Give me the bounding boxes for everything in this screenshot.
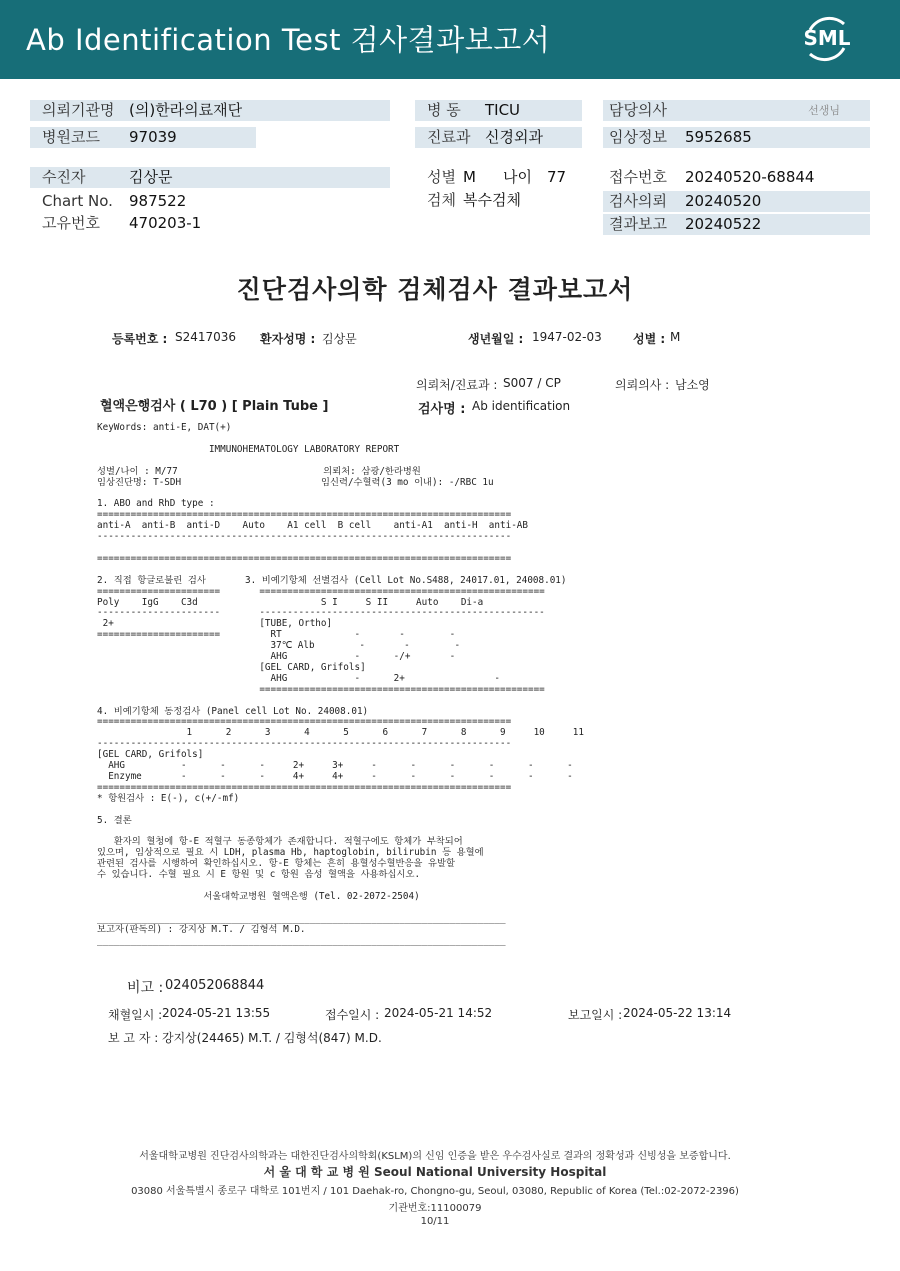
physician-label: 의뢰의사 : <box>615 378 670 392</box>
result-line: 관련된 검사를 시행하여 확인하십시오. 항-E 항체는 흔히 용혈성수혈반응을 유발할 <box>97 858 455 870</box>
age-label: 나이 <box>503 168 532 186</box>
chart-label: Chart No. <box>42 192 113 210</box>
test-name-value: Ab identification <box>472 399 571 413</box>
specimen-field <box>415 190 595 211</box>
reg-value: S2417036 <box>175 330 237 344</box>
patient-name-label: 환자성명 : <box>260 332 316 346</box>
clinical-info-field <box>603 127 870 148</box>
department-value: 신경외과 <box>485 128 543 146</box>
dept-value: S007 / CP <box>503 376 561 390</box>
result-line: 4. 비예기항체 동정검사 (Panel cell Lot No. 24008.01) <box>97 705 369 717</box>
result-line: AHG - -/+ - <box>97 651 456 663</box>
examinee-value: 김상문 <box>129 168 173 186</box>
result-line: ========================================================================== <box>97 552 512 564</box>
age-value: 77 <box>547 168 567 186</box>
result-line: _________________________________________________________________________ <box>97 912 506 924</box>
reporter-label: 보 고 자 : <box>108 1031 159 1045</box>
result-line: 수 있습니다. 수혈 필요 시 E 항원 및 c 항원 음성 혈액을 사용하십시오. <box>97 869 421 881</box>
institution-field <box>30 100 390 121</box>
chart-field <box>30 191 390 212</box>
result-line: 37℃ Alb - - - <box>97 640 461 652</box>
chart-value: 987522 <box>129 192 187 210</box>
result-line: 성별/나이 : M/77 의뢰처: 삼광/한라병원 <box>97 465 421 477</box>
examinee-field <box>30 167 390 188</box>
result-line: Poly IgG C3d S I S II Auto Di-a <box>97 596 484 608</box>
report-label: 결과보고 <box>609 215 667 233</box>
department-field <box>415 127 582 148</box>
result-line: 2. 직접 항글로불린 검사 3. 비예기항체 선별검사 (Cell Lot No.S488, 24017.01, 24008.01) <box>97 574 567 586</box>
receipt-label: 접수번호 <box>609 168 667 186</box>
sml-logo <box>800 12 854 66</box>
report-date-field <box>603 214 870 235</box>
dept-label: 의뢰처/진료과 : <box>416 378 498 392</box>
result-line: Enzyme - - - 4+ 4+ - - - - - - <box>97 771 573 782</box>
result-line: ========================================================================== <box>97 716 512 728</box>
result-line: 1. ABO and RhD type : <box>97 498 215 510</box>
result-line <box>97 696 584 707</box>
result-line: 있으며, 임상적으로 필요 시 LDH, plasma Hb, haptoglobin, bilirubin 등 용혈에 <box>97 847 484 859</box>
footer-address: 03080 서울특별시 종로구 대학로 101번지 / 101 Daehak-ro, Chongno-gu, Seoul, 03080, Republic of Korea (Tel.:02-2072-2396) <box>131 1186 739 1197</box>
result-line: IMMUNOHEMATOLOGY LABORATORY REPORT <box>97 443 400 455</box>
result-line: ---------------------- --------------------------------------------------- <box>97 607 545 619</box>
examinee-label: 수진자 <box>42 168 86 186</box>
result-line: 5. 결론 <box>97 814 132 826</box>
footer-hospital: 서 울 대 학 교 병 원 Seoul National University Hospital <box>263 1165 607 1179</box>
result-line <box>97 805 584 816</box>
institution-value: (의)한라의료재단 <box>129 101 243 119</box>
result-line: 1 2 3 4 5 6 7 8 9 10 11 <box>97 727 584 739</box>
specimen-value: 복수검체 <box>463 191 521 209</box>
reg-label: 등록번호 : <box>112 332 168 346</box>
unique-label: 고유번호 <box>42 214 100 232</box>
result-line: 보고자(판독의) : 강지상 M.T. / 김형석 M.D. <box>97 923 306 935</box>
receipt-value: 20240520-68844 <box>685 168 815 186</box>
report-title: 진단검사의학 검체검사 결과보고서 <box>236 275 634 304</box>
doctor-field <box>603 100 870 121</box>
result-line: * 항원검사 : E(-), c(+/-mf) <box>97 792 240 804</box>
receipt-field <box>603 167 870 188</box>
receive-label: 접수일시 : <box>325 1008 380 1022</box>
report-value: 20240522 <box>685 215 762 233</box>
hospital-code-label: 병원코드 <box>42 128 100 146</box>
result-line: -------------------------------------------------------------------------- <box>97 738 512 750</box>
dob-label: 생년월일 : <box>468 332 524 346</box>
request-field <box>603 191 870 212</box>
logo-text: SML <box>803 26 851 50</box>
result-line: ========================================================================== <box>97 509 512 521</box>
ward-label: 병 동 <box>427 101 461 119</box>
specimen-label: 검체 <box>427 191 456 209</box>
result-line: KeyWords: anti-E, DAT(+) <box>97 422 232 433</box>
hospital-code-field <box>30 127 256 148</box>
sex-value: M <box>463 168 476 186</box>
doctor-label: 담당의사 <box>609 101 667 119</box>
result-line: -------------------------------------------------------------------------- <box>97 531 512 543</box>
footer-certification: 서울대학교병원 진단검사의학과는 대한진단검사의학회(KSLM)의 신임 인증을 받은 우수검사실로 결과의 정확성과 신빙성을 보증합니다. <box>139 1151 731 1162</box>
header-title: Ab Identification Test 검사결과보고서 <box>26 23 551 57</box>
physician-value: 남소영 <box>675 378 710 392</box>
sex-age-field <box>415 167 595 188</box>
result-line: ========================================================================== <box>97 781 512 793</box>
result-line: AHG - 2+ - <box>97 672 500 684</box>
result-line: AHG - - - 2+ 3+ - - - - - - <box>97 760 573 772</box>
hospital-code-value: 97039 <box>129 128 177 146</box>
remark-value: 024052068844 <box>165 978 265 993</box>
result-line: [GEL CARD, Grifols] <box>97 661 366 673</box>
sex-label: 성별 <box>427 168 456 186</box>
report-sex-label: 성별 : <box>633 332 666 346</box>
report-time-label: 보고일시 : <box>568 1008 623 1022</box>
footer-institution-no: 기관번호:11100079 <box>388 1203 482 1214</box>
unique-value: 470203-1 <box>129 214 202 232</box>
institution-label: 의뢰기관명 <box>42 101 115 119</box>
result-line: 2+ [TUBE, Ortho] <box>97 618 333 630</box>
remark-label: 비고 : <box>127 980 164 996</box>
result-line: anti-A anti-B anti-D Auto A1 cell B cell anti-A1 anti-H anti-AB <box>97 520 528 532</box>
clinical-info-value: 5952685 <box>685 128 752 146</box>
request-label: 검사의뢰 <box>609 192 667 210</box>
result-line: _________________________________________________________________________ <box>97 934 506 946</box>
test-name-label: 검사명 : <box>418 402 466 417</box>
result-line <box>97 456 584 467</box>
result-line: 환자의 혈청에 항-E 적혈구 동종항체가 존재합니다. 적혈구에도 항체가 부착되어 <box>97 836 463 848</box>
ward-field <box>415 100 582 121</box>
result-body <box>97 423 584 947</box>
result-line: ====================== RT - - - <box>97 629 456 641</box>
reporter-value: 강지상(24465) M.T. / 김형석(847) M.D. <box>162 1031 382 1045</box>
result-line: =================================================== <box>97 683 545 695</box>
department-label: 진료과 <box>427 128 471 146</box>
ward-value: TICU <box>485 101 521 119</box>
clinical-info-label: 임상정보 <box>609 128 667 146</box>
doctor-suffix: 선생님 <box>808 104 840 117</box>
result-line: 서울대학교병원 혈액은행 (Tel. 02-2072-2504) <box>97 890 420 902</box>
result-line: 임상진단명: T-SDH 임신력/수혈력(3 mo 이내): -/RBC 1u <box>97 476 494 488</box>
patient-name-value: 김상문 <box>322 332 357 346</box>
dob-value: 1947-02-03 <box>532 330 602 344</box>
request-value: 20240520 <box>685 192 762 210</box>
collect-value: 2024-05-21 13:55 <box>162 1006 271 1020</box>
footer-page-number: 10/11 <box>420 1216 450 1227</box>
unique-no-field <box>30 213 390 234</box>
header-bar <box>0 0 900 79</box>
test-category: 혈액은행검사 ( L70 ) [ Plain Tube ] <box>100 399 329 414</box>
result-line: ====================== =================================================== <box>97 585 545 597</box>
receive-value: 2024-05-21 14:52 <box>384 1006 493 1020</box>
collect-label: 채혈일시 : <box>108 1008 163 1022</box>
report-time-value: 2024-05-22 13:14 <box>623 1006 732 1020</box>
report-sex-value: M <box>670 330 681 344</box>
result-line: [GEL CARD, Grifols] <box>97 749 204 761</box>
